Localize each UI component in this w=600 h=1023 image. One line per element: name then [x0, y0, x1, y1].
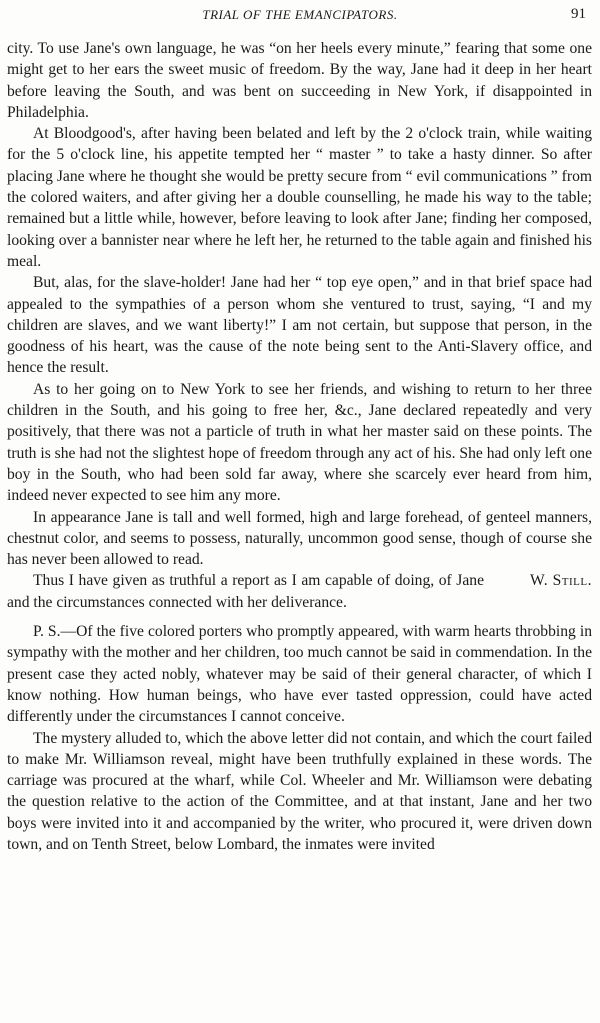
paragraph-bloodgoods: At Bloodgood's, after having been belated and left by the 2 o'clock train, while waiting for the 5 o'clock line, his appetite tempted her “ master ” to take a hasty dinner. So after placing Jane where he thought she would be pretty secure from “ evil communications ” from the colored waiters, and after giving her a double counselling, he made his way to the table; remained but a little while, however, before leaving to look after Jane; finding her composed, looking over a bannister near where he left her, he returned to the table again and finished his meal.: [7, 125, 592, 270]
running-title: TRIAL OF THE EMANCIPATORS.: [202, 7, 398, 22]
signature: W. Still.: [530, 572, 592, 590]
paragraph-closing: [7, 570, 592, 613]
paragraph-slave-holder: But, alas, for the slave-holder! Jane had her “ top eye open,” and in that brief space had appealed to the sympathies of a person whom she ventured to trust, saying, “I and my children are slaves, and we want liberty!” I am not certain, but suppose that person, in the goodness of his heart, was the cause of the note being sent to the Anti-Slavery office, and hence the result.: [7, 274, 592, 377]
closing-text: Thus I have given as truthful a report as I am capable of doing, of Jane and the circumstances connected with her deliverance.: [7, 572, 485, 611]
paragraph-appearance: In appearance Jane is tall and well formed, high and large forehead, of genteel manners, chestnut color, and seems to possess, naturally, uncommon good sense, though of course she has never been allowed to read.: [7, 508, 592, 569]
paragraph-continued: city. To use Jane's own language, he was “on her heels every minute,” fearing that some one might get to her ears the sweet music of freedom. By the way, Jane had it deep in her heart before leaving the South, and was bent on succeeding in New York, if disappointed in Philadelphia.: [7, 40, 592, 121]
paragraph-mystery: The mystery alluded to, which the above letter did not contain, and which the court failed to make Mr. Williamson reveal, might have been truthfully explained in these words. The carriage was procured at the wharf, while Col. Wheeler and Mr. Williamson were debating the question relative to the action of the Committee, and at that instant, Jane and her two boys were invited into it and accompanied by the writer, who procured it, were driven down town, and on Tenth Street, below Lombard, the inmates were invited: [7, 729, 592, 853]
body-text: [7, 38, 592, 855]
running-head: [0, 7, 600, 29]
page-number: 91: [571, 6, 586, 22]
paragraph-postscript: P. S.—Of the five colored porters who promptly appeared, with warm hearts throbbing in sympathy with the mother and her children, too much cannot be said in commendation. In the present case they acted nobly, whatever may be said of their general character, of which I know nothing. How human beings, who have ever tasted oppression, could have acted differently under the circumstances I cannot conceive.: [7, 623, 592, 726]
paragraph-new-york: As to her going on to New York to see her friends, and wishing to return to her three children in the South, and his going to free her, &c., Jane declared repeatedly and very positively, that there was not a particle of truth in what her master said on these points. The truth is she had not the slightest hope of freedom through any act of his. She had only left one boy in the South, who had been sold far away, where she scarcely ever heard from him, indeed never expected to see him any more.: [7, 380, 592, 505]
